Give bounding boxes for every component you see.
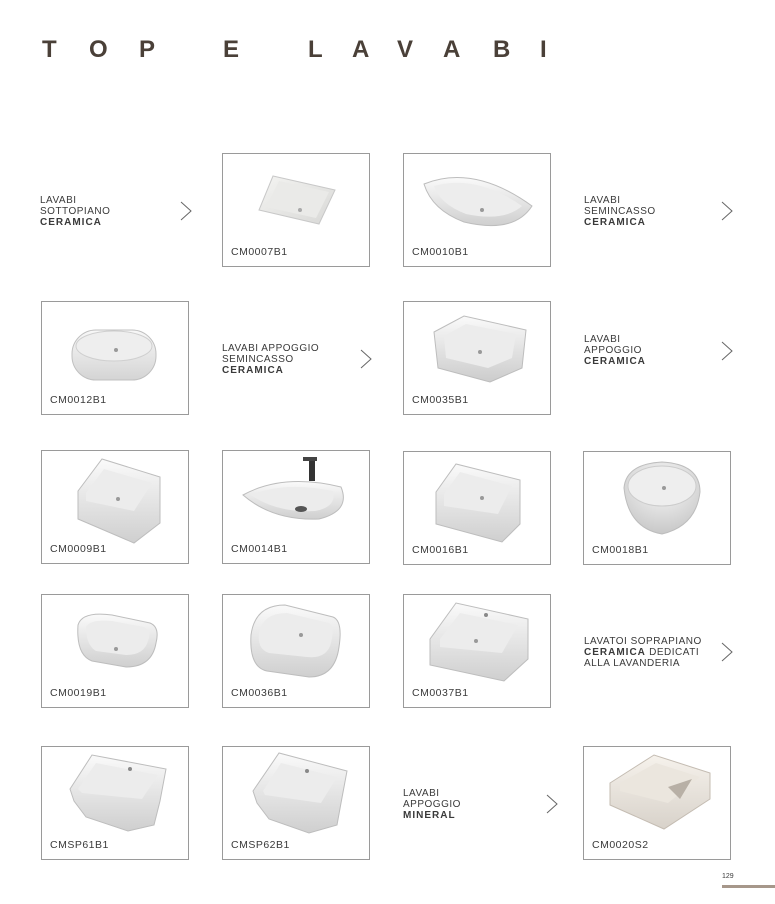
category-line: LAVABI APPOGGIO bbox=[222, 343, 320, 354]
product-code: CM0037B1 bbox=[412, 687, 469, 699]
category-line: LAVABI bbox=[40, 195, 77, 206]
title-letter: A bbox=[352, 36, 370, 63]
category-line: SOTTOPIANO bbox=[40, 206, 111, 217]
category-semincasso-label[interactable] bbox=[584, 195, 656, 228]
page-number: 129 bbox=[722, 873, 734, 880]
title-letter: T bbox=[42, 36, 57, 63]
product-code: CM0020S2 bbox=[592, 839, 649, 851]
product-card-cm0020s2[interactable] bbox=[583, 746, 731, 860]
category-material: CERAMICA bbox=[222, 365, 284, 376]
title-letter: I bbox=[540, 36, 547, 63]
chevron-right-icon[interactable] bbox=[545, 793, 559, 815]
title-letter: A bbox=[443, 36, 461, 63]
product-code: CM0036B1 bbox=[231, 687, 288, 699]
product-card-cm0007b1[interactable] bbox=[222, 153, 370, 267]
product-card-cm0012b1[interactable] bbox=[41, 301, 189, 415]
category-line: ALLA LAVANDERIA bbox=[584, 658, 681, 669]
product-code: CM0014B1 bbox=[231, 543, 288, 555]
product-card-cm0014b1[interactable] bbox=[222, 450, 370, 564]
product-card-cmsp62b1[interactable] bbox=[222, 746, 370, 860]
product-code: CMSP61B1 bbox=[50, 839, 109, 851]
product-card-cm0018b1[interactable] bbox=[583, 451, 731, 565]
product-code: CM0010B1 bbox=[412, 246, 469, 258]
category-line: SEMINCASSO bbox=[584, 206, 656, 217]
category-line: LAVABI bbox=[584, 195, 621, 206]
product-card-cm0010b1[interactable] bbox=[403, 153, 551, 267]
page-accent-bar bbox=[722, 885, 775, 888]
category-line bbox=[584, 647, 702, 658]
category-material: CERAMICA bbox=[584, 356, 646, 367]
chevron-right-icon[interactable] bbox=[359, 348, 373, 370]
chevron-right-icon[interactable] bbox=[720, 200, 734, 222]
chevron-right-icon[interactable] bbox=[179, 200, 193, 222]
category-line: SEMINCASSO bbox=[222, 354, 294, 365]
product-card-cmsp61b1[interactable] bbox=[41, 746, 189, 860]
category-mineral-label[interactable] bbox=[403, 788, 461, 821]
product-code: CM0012B1 bbox=[50, 394, 107, 406]
category-appoggio-semincasso-label[interactable] bbox=[222, 343, 319, 376]
product-card-cm0019b1[interactable] bbox=[41, 594, 189, 708]
product-card-cm0009b1[interactable] bbox=[41, 450, 189, 564]
product-card-cm0036b1[interactable] bbox=[222, 594, 370, 708]
category-line: LAVATOI SOPRAPIANO bbox=[584, 636, 702, 647]
title-letter: L bbox=[308, 36, 323, 63]
title-letter: B bbox=[493, 36, 511, 63]
product-code: CM0016B1 bbox=[412, 544, 469, 556]
chevron-right-icon[interactable] bbox=[720, 641, 734, 663]
title-letter: O bbox=[89, 36, 108, 63]
category-line: LAVABI bbox=[403, 788, 440, 799]
title-letter: E bbox=[223, 36, 240, 63]
category-line-rest: DEDICATI bbox=[645, 647, 700, 658]
product-code: CM0019B1 bbox=[50, 687, 107, 699]
category-appoggio-label[interactable] bbox=[584, 334, 646, 367]
category-material: MINERAL bbox=[403, 810, 456, 821]
title-letter: V bbox=[397, 36, 414, 63]
category-material: CERAMICA bbox=[40, 217, 102, 228]
category-material: CERAMICA bbox=[584, 647, 646, 658]
product-card-cm0016b1[interactable] bbox=[403, 451, 551, 565]
category-line: APPOGGIO bbox=[403, 799, 461, 810]
product-code: CM0018B1 bbox=[592, 544, 649, 556]
category-lavatoi-label[interactable] bbox=[584, 636, 702, 669]
product-card-cm0035b1[interactable] bbox=[403, 301, 551, 415]
title-letter: P bbox=[139, 36, 156, 63]
category-line: APPOGGIO bbox=[584, 345, 642, 356]
category-material: CERAMICA bbox=[584, 217, 646, 228]
product-code: CMSP62B1 bbox=[231, 839, 290, 851]
product-code: CM0009B1 bbox=[50, 543, 107, 555]
chevron-right-icon[interactable] bbox=[720, 340, 734, 362]
product-code: CM0007B1 bbox=[231, 246, 288, 258]
category-sottopiano-label[interactable] bbox=[40, 195, 110, 228]
category-line: LAVABI bbox=[584, 334, 621, 345]
product-code: CM0035B1 bbox=[412, 394, 469, 406]
product-card-cm0037b1[interactable] bbox=[403, 594, 551, 708]
